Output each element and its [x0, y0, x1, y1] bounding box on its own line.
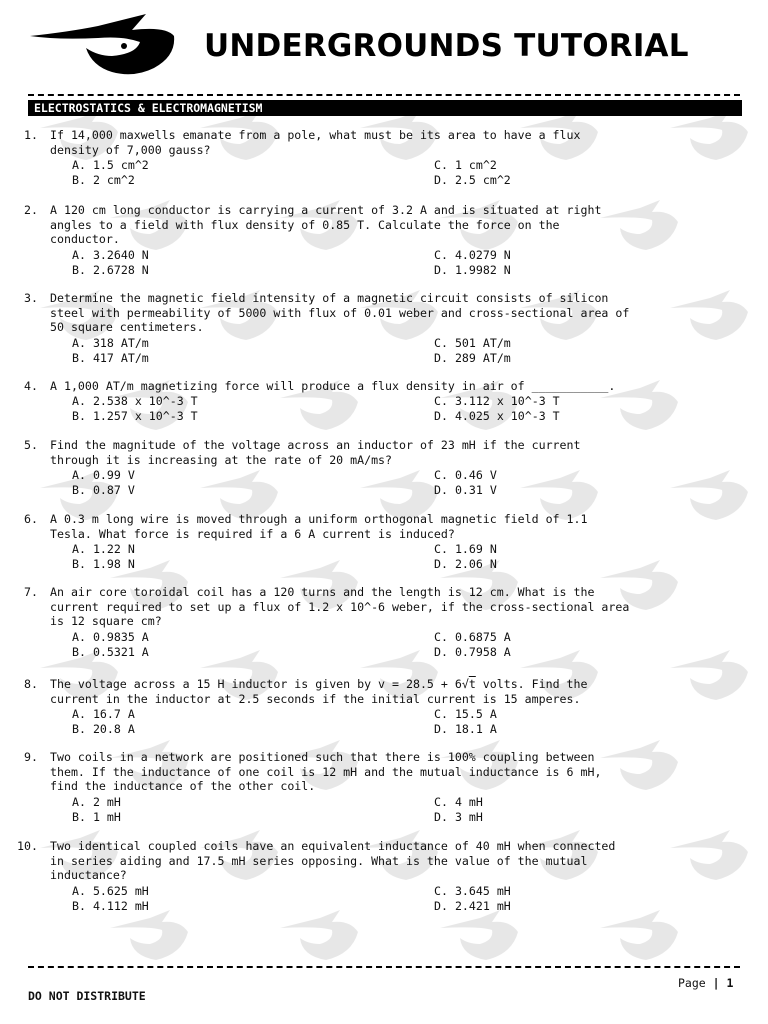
option-d: D. 0.31 V — [434, 483, 497, 497]
question-number: 9. — [24, 750, 38, 764]
header-divider — [28, 94, 740, 96]
option-b: B. 20.8 A — [72, 722, 135, 736]
page-label: Page — [678, 976, 706, 990]
footer-divider — [28, 966, 740, 968]
page-title: UNDERGROUNDS TUTORIAL — [204, 28, 689, 64]
option-c: C. 4.0279 N — [434, 248, 511, 262]
question-stem: A 0.3 m long wire is moved through a uniform orthogonal magnetic field of 1.1 Tesla. What force is required if a 6 A current is induced? — [50, 512, 588, 541]
option-a: A. 318 AT/m — [72, 336, 149, 350]
question-stem: Two identical coupled coils have an equivalent inductance of 40 mH when connected in series aiding and 17.5 mH series opposing. What is the value of the mutual inductance? — [50, 839, 616, 883]
question-number: 1. — [24, 128, 38, 142]
option-a: A. 0.9835 A — [72, 630, 149, 644]
question-stem: Find the magnitude of the voltage across an inductor of 23 mH if the current through it is increasing at the rate of 20 mA/ms? — [50, 438, 581, 467]
question-number: 2. — [24, 203, 38, 217]
option-c: C. 1.69 N — [434, 542, 497, 556]
question-stem: A 120 cm long conductor is carrying a current of 3.2 A and is situated at right angles to a field with flux density of 0.85 T. Calculate the force on the conductor. — [50, 203, 602, 247]
question-stem: A 1,000 AT/m magnetizing force will produce a flux density in air of ___________. — [50, 379, 616, 393]
option-b: B. 1.257 x 10^-3 T — [72, 409, 198, 423]
sqrt-symbol: √ — [461, 677, 469, 691]
question-number: 7. — [24, 585, 38, 599]
option-d: D. 289 AT/m — [434, 351, 511, 365]
option-a: A. 0.99 V — [72, 468, 135, 482]
option-a: A. 5.625 mH — [72, 884, 149, 898]
option-b: B. 2 cm^2 — [72, 173, 135, 187]
option-b: B. 0.87 V — [72, 483, 135, 497]
option-a: A. 1.22 N — [72, 542, 135, 556]
option-c: C. 0.6875 A — [434, 630, 511, 644]
option-c: C. 4 mH — [434, 795, 483, 809]
page-indicator — [678, 976, 733, 990]
option-d: D. 3 mH — [434, 810, 483, 824]
page-separator: | — [712, 976, 720, 990]
option-d: D. 18.1 A — [434, 722, 497, 736]
question-number: 6. — [24, 512, 38, 526]
option-c: C. 3.645 mH — [434, 884, 511, 898]
question-stem: Two coils in a network are positioned such that there is 100% coupling between them. If the inductance of one coil is 12 mH and the mutual inductance is 6 mH, find the inductance of the other coil. — [50, 750, 602, 794]
question-stem: Determine the magnetic field intensity of a magnetic circuit consists of silicon steel with permeability of 5000 with flux of 0.01 weber and cross-sectional area of 50 square centimeters. — [50, 291, 630, 335]
option-d: D. 0.7958 A — [434, 645, 511, 659]
option-c: C. 3.112 x 10^-3 T — [434, 394, 560, 408]
option-b: B. 4.112 mH — [72, 899, 149, 913]
option-a: A. 2.538 x 10^-3 T — [72, 394, 198, 408]
option-c: C. 501 AT/m — [434, 336, 511, 350]
option-a: A. 16.7 A — [72, 707, 135, 721]
question-number: 3. — [24, 291, 38, 305]
option-a: A. 2 mH — [72, 795, 121, 809]
question-stem: If 14,000 maxwells emanate from a pole, what must be its area to have a flux density of 7,000 gauss? — [50, 128, 581, 157]
option-c: C. 1 cm^2 — [434, 158, 497, 172]
option-b: B. 2.6728 N — [72, 263, 149, 277]
option-d: D. 4.025 x 10^-3 T — [434, 409, 560, 423]
eye-logo-icon — [28, 12, 178, 78]
option-d: D. 2.5 cm^2 — [434, 173, 511, 187]
option-b: B. 417 AT/m — [72, 351, 149, 365]
section-heading: ELECTROSTATICS & ELECTROMAGNETISM — [28, 100, 742, 116]
page-number: 1 — [726, 976, 734, 990]
distribution-notice: DO NOT DISTRIBUTE — [28, 989, 146, 1003]
question-stem: An air core toroidal coil has a 120 turns and the length is 12 cm. What is the current required to set up a flux of 1.2 x 10^-6 weber, if the cross-sectional area is 12 square cm? — [50, 585, 630, 629]
option-c: C. 15.5 A — [434, 707, 497, 721]
question-number: 4. — [24, 379, 38, 393]
option-a: A. 3.2640 N — [72, 248, 149, 262]
option-d: D. 2.06 N — [434, 557, 497, 571]
option-b: B. 0.5321 A — [72, 645, 149, 659]
question-number: 10. — [17, 839, 38, 853]
question-number: 5. — [24, 438, 38, 452]
option-c: C. 0.46 V — [434, 468, 497, 482]
question-stem: The voltage across a 15 H inductor is given by v = 28.5 + 6√t volts. Find the current in the inductor at 2.5 seconds if the initial current is 15 amperes. — [50, 677, 588, 706]
option-b: B. 1.98 N — [72, 557, 135, 571]
option-a: A. 1.5 cm^2 — [72, 158, 149, 172]
option-d: D. 2.421 mH — [434, 899, 511, 913]
option-d: D. 1.9982 N — [434, 263, 511, 277]
option-b: B. 1 mH — [72, 810, 121, 824]
question-number: 8. — [24, 677, 38, 691]
